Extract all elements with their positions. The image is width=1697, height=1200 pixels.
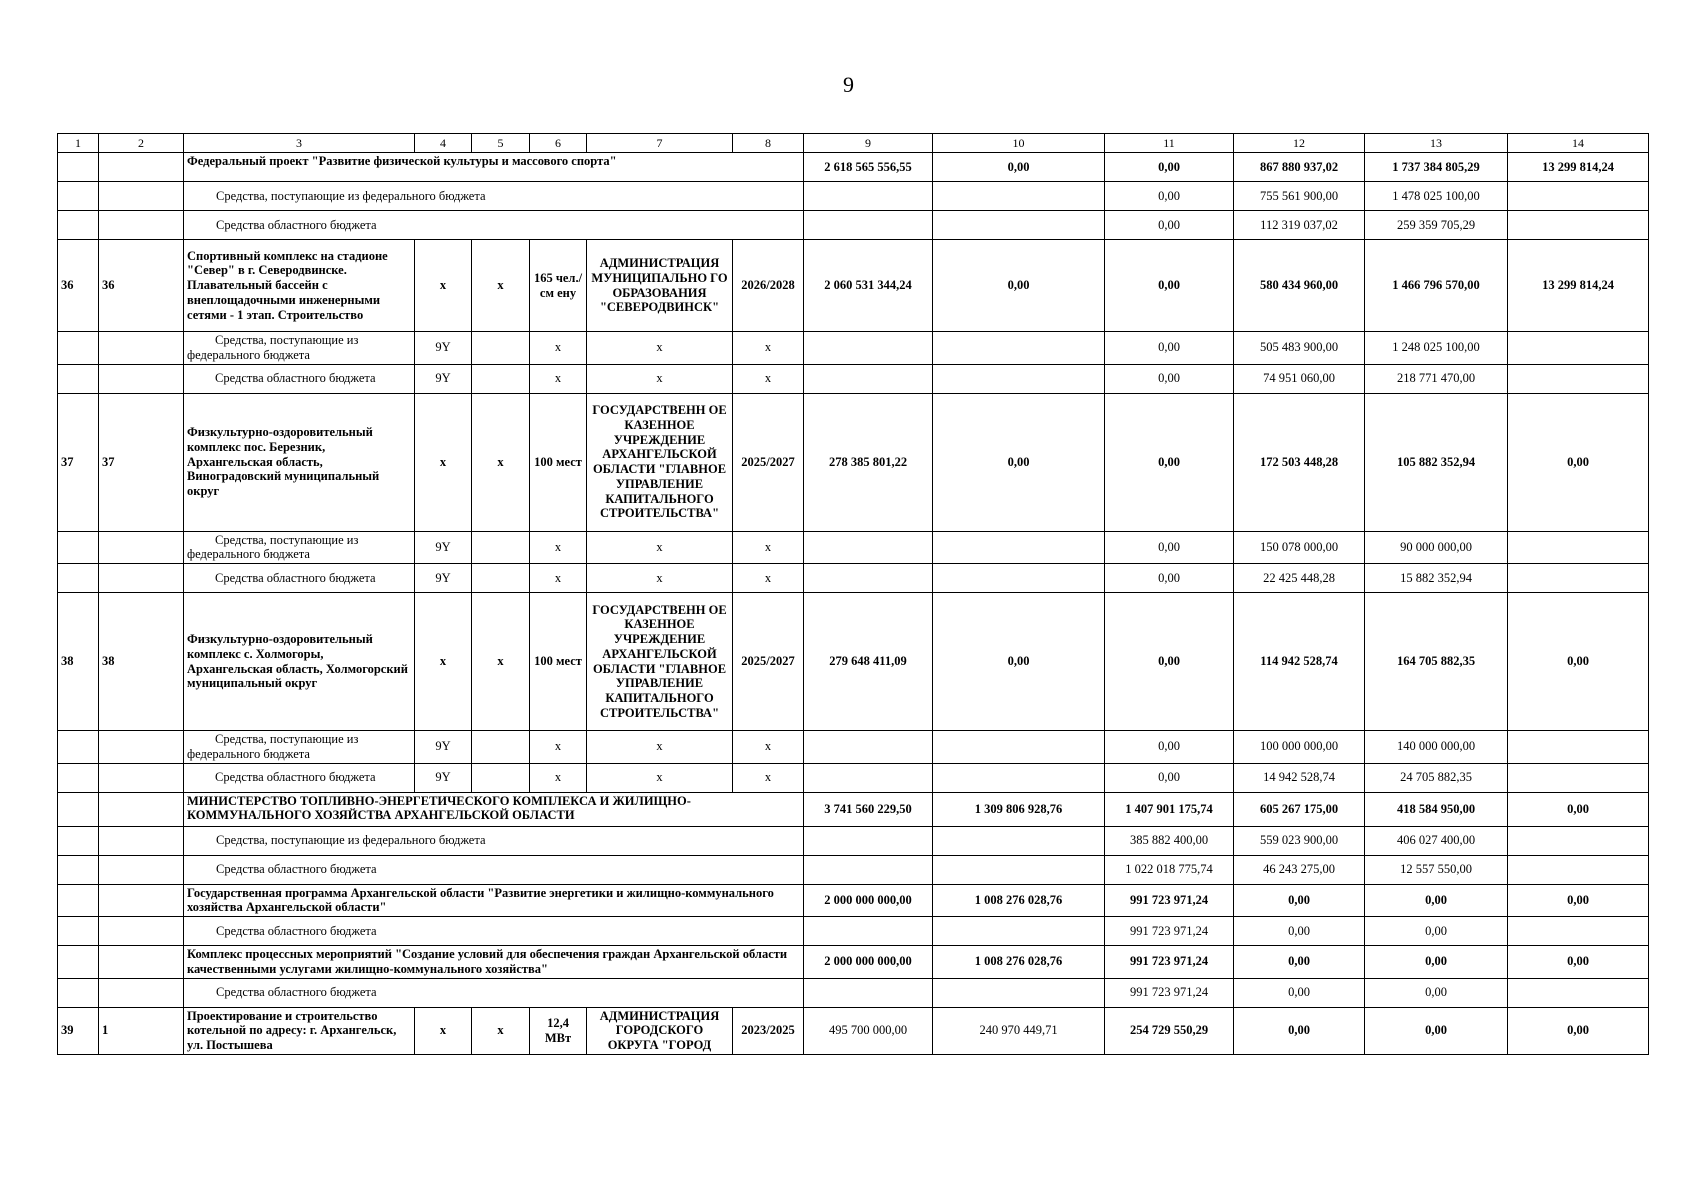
cell-c9: 2 000 000 000,00 — [804, 946, 933, 979]
cell-title: Средства областного бюджета — [184, 564, 415, 593]
header-cell-10: 10 — [933, 134, 1105, 153]
cell-c4: x — [415, 593, 472, 731]
cell-c14: 13 299 814,24 — [1508, 240, 1649, 332]
cell-n1 — [58, 182, 99, 211]
cell-c11: 991 723 971,24 — [1105, 917, 1234, 946]
cell-c12: 0,00 — [1234, 978, 1365, 1007]
cell-c11: 991 723 971,24 — [1105, 978, 1234, 1007]
cell-c12: 755 561 900,00 — [1234, 182, 1365, 211]
cell-c9: 2 060 531 344,24 — [804, 240, 933, 332]
cell-c6: 165 чел./см ену — [530, 240, 587, 332]
cell-c13: 0,00 — [1365, 917, 1508, 946]
cell-c8: x — [733, 564, 804, 593]
cell-c12: 580 434 960,00 — [1234, 240, 1365, 332]
cell-c7: x — [587, 531, 733, 564]
header-cell-5: 5 — [472, 134, 530, 153]
cell-c11: 991 723 971,24 — [1105, 884, 1234, 917]
cell-n2 — [99, 884, 184, 917]
cell-c12: 0,00 — [1234, 1007, 1365, 1054]
cell-c13: 0,00 — [1365, 884, 1508, 917]
cell-n2 — [99, 763, 184, 792]
cell-n2 — [99, 211, 184, 240]
cell-n2 — [99, 946, 184, 979]
cell-c9 — [804, 731, 933, 764]
cell-n2: 38 — [99, 593, 184, 731]
cell-c5: x — [472, 1007, 530, 1054]
cell-c12: 150 078 000,00 — [1234, 531, 1365, 564]
cell-c13: 12 557 550,00 — [1365, 855, 1508, 884]
cell-c10: 1 008 276 028,76 — [933, 884, 1105, 917]
cell-c12: 0,00 — [1234, 884, 1365, 917]
cell-c7: x — [587, 332, 733, 365]
cell-c6: x — [530, 763, 587, 792]
cell-c5: x — [472, 393, 530, 531]
table-row — [58, 364, 1649, 393]
cell-c11: 991 723 971,24 — [1105, 946, 1234, 979]
cell-c12: 605 267 175,00 — [1234, 792, 1365, 826]
header-cell-4: 4 — [415, 134, 472, 153]
header-cell-1: 1 — [58, 134, 99, 153]
table-body — [58, 134, 1649, 1055]
cell-c8: x — [733, 731, 804, 764]
cell-c12: 172 503 448,28 — [1234, 393, 1365, 531]
cell-n1 — [58, 978, 99, 1007]
cell-title: Средства, поступающие из федерального бюджета — [184, 531, 415, 564]
cell-c9 — [804, 917, 933, 946]
cell-n1 — [58, 364, 99, 393]
cell-c10: 0,00 — [933, 153, 1105, 182]
cell-c7: x — [587, 731, 733, 764]
cell-c10: 1 008 276 028,76 — [933, 946, 1105, 979]
cell-c10 — [933, 855, 1105, 884]
cell-n1 — [58, 531, 99, 564]
cell-n2: 1 — [99, 1007, 184, 1054]
cell-c11: 0,00 — [1105, 731, 1234, 764]
cell-c14 — [1508, 531, 1649, 564]
table-row — [58, 792, 1649, 826]
cell-c10: 1 309 806 928,76 — [933, 792, 1105, 826]
cell-n2 — [99, 564, 184, 593]
cell-title: МИНИСТЕРСТВО ТОПЛИВНО-ЭНЕРГЕТИЧЕСКОГО КОМПЛЕКСА И ЖИЛИЩНО-КОММУНАЛЬНОГО ХОЗЯЙСТВА АРХАНГЕЛЬСКОЙ ОБЛАСТИ — [184, 792, 804, 826]
cell-c6: x — [530, 731, 587, 764]
cell-c10 — [933, 332, 1105, 365]
cell-c14 — [1508, 564, 1649, 593]
cell-c10 — [933, 182, 1105, 211]
table-row — [58, 731, 1649, 764]
cell-c10 — [933, 826, 1105, 855]
cell-c9 — [804, 182, 933, 211]
cell-n2 — [99, 826, 184, 855]
header-cell-8: 8 — [733, 134, 804, 153]
cell-c5 — [472, 763, 530, 792]
header-cell-9: 9 — [804, 134, 933, 153]
cell-n1 — [58, 211, 99, 240]
cell-title: Средства, поступающие из федерального бюджета — [184, 826, 804, 855]
cell-title: Физкультурно-оздоровительный комплекс с. Холмогоры, Архангельская область, Холмогорский муниципальный округ — [184, 593, 415, 731]
cell-c8: x — [733, 364, 804, 393]
cell-c12: 559 023 900,00 — [1234, 826, 1365, 855]
cell-n2 — [99, 917, 184, 946]
cell-c10: 0,00 — [933, 240, 1105, 332]
cell-c14 — [1508, 182, 1649, 211]
cell-c14: 13 299 814,24 — [1508, 153, 1649, 182]
cell-title: Комплекс процессных мероприятий "Создание условий для обеспечения граждан Архангельской области качественными услугами жилищно-коммунального хозяйства" — [184, 946, 804, 979]
table-row — [58, 153, 1649, 182]
table-row — [58, 531, 1649, 564]
cell-n2: 36 — [99, 240, 184, 332]
cell-c6: 12,4 МВт — [530, 1007, 587, 1054]
cell-c6: x — [530, 364, 587, 393]
cell-c10 — [933, 917, 1105, 946]
cell-title: Физкультурно-оздоровительный комплекс пос. Березник, Архангельская область, Виноградовский муниципальный округ — [184, 393, 415, 531]
cell-c9 — [804, 211, 933, 240]
cell-c5 — [472, 364, 530, 393]
cell-c14 — [1508, 731, 1649, 764]
table-row — [58, 564, 1649, 593]
header-cell-13: 13 — [1365, 134, 1508, 153]
cell-c13: 418 584 950,00 — [1365, 792, 1508, 826]
cell-c14 — [1508, 211, 1649, 240]
cell-n2 — [99, 332, 184, 365]
cell-n1 — [58, 153, 99, 182]
cell-c4: x — [415, 393, 472, 531]
cell-c5 — [472, 332, 530, 365]
cell-c10 — [933, 978, 1105, 1007]
header-cell-14: 14 — [1508, 134, 1649, 153]
cell-c9 — [804, 763, 933, 792]
cell-c4: 9Y — [415, 364, 472, 393]
cell-c11: 0,00 — [1105, 593, 1234, 731]
cell-c11: 385 882 400,00 — [1105, 826, 1234, 855]
page-number: 9 — [843, 72, 854, 97]
cell-n2 — [99, 364, 184, 393]
cell-c12: 14 942 528,74 — [1234, 763, 1365, 792]
cell-n1 — [58, 332, 99, 365]
cell-c9: 3 741 560 229,50 — [804, 792, 933, 826]
cell-n1 — [58, 917, 99, 946]
cell-c6: 100 мест — [530, 393, 587, 531]
header-cell-11: 11 — [1105, 134, 1234, 153]
cell-c6: x — [530, 332, 587, 365]
cell-c14 — [1508, 917, 1649, 946]
cell-c10 — [933, 211, 1105, 240]
cell-title: Средства областного бюджета — [184, 364, 415, 393]
cell-n2 — [99, 792, 184, 826]
cell-c10: 0,00 — [933, 393, 1105, 531]
cell-c9: 279 648 411,09 — [804, 593, 933, 731]
cell-c10 — [933, 564, 1105, 593]
cell-c8: 2025/2027 — [733, 393, 804, 531]
cell-c13: 1 248 025 100,00 — [1365, 332, 1508, 365]
cell-title: Проектирование и строительство котельной по адресу: г. Архангельск, ул. Постышева — [184, 1007, 415, 1054]
cell-c11: 0,00 — [1105, 153, 1234, 182]
cell-c13: 259 359 705,29 — [1365, 211, 1508, 240]
cell-c11: 0,00 — [1105, 763, 1234, 792]
cell-c9 — [804, 978, 933, 1007]
cell-c13: 1 737 384 805,29 — [1365, 153, 1508, 182]
cell-c10 — [933, 364, 1105, 393]
cell-title: Средства областного бюджета — [184, 855, 804, 884]
cell-c12: 74 951 060,00 — [1234, 364, 1365, 393]
cell-n2 — [99, 531, 184, 564]
cell-c7: x — [587, 364, 733, 393]
cell-c11: 0,00 — [1105, 531, 1234, 564]
cell-c13: 24 705 882,35 — [1365, 763, 1508, 792]
cell-c8: 2023/2025 — [733, 1007, 804, 1054]
cell-c9 — [804, 855, 933, 884]
cell-c7: x — [587, 564, 733, 593]
cell-c6: x — [530, 531, 587, 564]
cell-c4: x — [415, 240, 472, 332]
cell-c13: 1 478 025 100,00 — [1365, 182, 1508, 211]
cell-c11: 0,00 — [1105, 364, 1234, 393]
cell-c14 — [1508, 332, 1649, 365]
cell-c14 — [1508, 855, 1649, 884]
cell-n1: 36 — [58, 240, 99, 332]
cell-c13: 0,00 — [1365, 946, 1508, 979]
cell-c6: 100 мест — [530, 593, 587, 731]
cell-c12: 46 243 275,00 — [1234, 855, 1365, 884]
cell-c11: 0,00 — [1105, 564, 1234, 593]
cell-c4: 9Y — [415, 564, 472, 593]
cell-c14: 0,00 — [1508, 1007, 1649, 1054]
table-row — [58, 763, 1649, 792]
cell-c13: 1 466 796 570,00 — [1365, 240, 1508, 332]
cell-title: Средства областного бюджета — [184, 763, 415, 792]
cell-c7: x — [587, 763, 733, 792]
cell-title: Средства, поступающие из федерального бюджета — [184, 182, 804, 211]
cell-c13: 406 027 400,00 — [1365, 826, 1508, 855]
cell-title: Средства областного бюджета — [184, 917, 804, 946]
cell-c13: 15 882 352,94 — [1365, 564, 1508, 593]
header-cell-3: 3 — [184, 134, 415, 153]
cell-c12: 505 483 900,00 — [1234, 332, 1365, 365]
table-row — [58, 978, 1649, 1007]
cell-n2 — [99, 978, 184, 1007]
table-row — [58, 884, 1649, 917]
cell-c10 — [933, 531, 1105, 564]
cell-title: Средства областного бюджета — [184, 978, 804, 1007]
cell-c14: 0,00 — [1508, 946, 1649, 979]
cell-c14: 0,00 — [1508, 393, 1649, 531]
table-row — [58, 917, 1649, 946]
cell-c12: 114 942 528,74 — [1234, 593, 1365, 731]
cell-title: Средства, поступающие из федерального бюджета — [184, 332, 415, 365]
cell-c9: 2 618 565 556,55 — [804, 153, 933, 182]
cell-c13: 90 000 000,00 — [1365, 531, 1508, 564]
cell-c8: 2025/2027 — [733, 593, 804, 731]
cell-c14: 0,00 — [1508, 884, 1649, 917]
cell-n1 — [58, 855, 99, 884]
cell-c9: 278 385 801,22 — [804, 393, 933, 531]
cell-c5 — [472, 531, 530, 564]
cell-n2: 37 — [99, 393, 184, 531]
header-cell-7: 7 — [587, 134, 733, 153]
cell-c13: 218 771 470,00 — [1365, 364, 1508, 393]
table-row — [58, 1007, 1649, 1054]
cell-c12: 867 880 937,02 — [1234, 153, 1365, 182]
cell-c11: 1 407 901 175,74 — [1105, 792, 1234, 826]
table-row — [58, 593, 1649, 731]
cell-c13: 105 882 352,94 — [1365, 393, 1508, 531]
cell-n1 — [58, 826, 99, 855]
cell-c12: 112 319 037,02 — [1234, 211, 1365, 240]
cell-n1 — [58, 884, 99, 917]
cell-c14 — [1508, 763, 1649, 792]
cell-n1 — [58, 731, 99, 764]
cell-n1: 38 — [58, 593, 99, 731]
cell-n1: 37 — [58, 393, 99, 531]
cell-c14 — [1508, 826, 1649, 855]
cell-c8: x — [733, 531, 804, 564]
cell-n1 — [58, 946, 99, 979]
cell-n2 — [99, 855, 184, 884]
table-row — [58, 182, 1649, 211]
table-row — [58, 826, 1649, 855]
cell-c5: x — [472, 593, 530, 731]
cell-c8: x — [733, 763, 804, 792]
cell-c9 — [804, 332, 933, 365]
table-row — [58, 332, 1649, 365]
header-cell-6: 6 — [530, 134, 587, 153]
cell-c9 — [804, 826, 933, 855]
table-row — [58, 855, 1649, 884]
cell-c10 — [933, 731, 1105, 764]
cell-n1 — [58, 564, 99, 593]
cell-c11: 0,00 — [1105, 240, 1234, 332]
cell-c9: 2 000 000 000,00 — [804, 884, 933, 917]
table-row — [58, 240, 1649, 332]
cell-title: Федеральный проект "Развитие физической культуры и массового спорта" — [184, 153, 804, 182]
cell-c12: 22 425 448,28 — [1234, 564, 1365, 593]
cell-c14 — [1508, 364, 1649, 393]
cell-n1 — [58, 792, 99, 826]
cell-c12: 0,00 — [1234, 946, 1365, 979]
cell-c6: x — [530, 564, 587, 593]
cell-n1: 39 — [58, 1007, 99, 1054]
cell-c7: АДМИНИСТРАЦИЯ МУНИЦИПАЛЬНО ГО ОБРАЗОВАНИЯ "СЕВЕРОДВИНСК" — [587, 240, 733, 332]
cell-title: Государственная программа Архангельской области "Развитие энергетики и жилищно-коммунального хозяйства Архангельской области" — [184, 884, 804, 917]
cell-c11: 0,00 — [1105, 182, 1234, 211]
cell-c7: АДМИНИСТРАЦИЯ ГОРОДСКОГО ОКРУГА "ГОРОД — [587, 1007, 733, 1054]
cell-c4: 9Y — [415, 763, 472, 792]
cell-c12: 100 000 000,00 — [1234, 731, 1365, 764]
cell-c4: 9Y — [415, 332, 472, 365]
cell-n2 — [99, 731, 184, 764]
cell-c9 — [804, 531, 933, 564]
cell-c9 — [804, 564, 933, 593]
cell-c13: 0,00 — [1365, 1007, 1508, 1054]
cell-c5 — [472, 564, 530, 593]
cell-c8: 2026/2028 — [733, 240, 804, 332]
cell-c11: 254 729 550,29 — [1105, 1007, 1234, 1054]
cell-n2 — [99, 153, 184, 182]
cell-c13: 0,00 — [1365, 978, 1508, 1007]
cell-title: Средства областного бюджета — [184, 211, 804, 240]
cell-c13: 164 705 882,35 — [1365, 593, 1508, 731]
cell-title: Средства, поступающие из федерального бюджета — [184, 731, 415, 764]
cell-c14: 0,00 — [1508, 792, 1649, 826]
header-cell-2: 2 — [99, 134, 184, 153]
cell-c11: 0,00 — [1105, 332, 1234, 365]
table-row — [58, 211, 1649, 240]
cell-c4: x — [415, 1007, 472, 1054]
cell-c4: 9Y — [415, 731, 472, 764]
header-cell-12: 12 — [1234, 134, 1365, 153]
cell-c7: ГОСУДАРСТВЕНН ОЕ КАЗЕННОЕ УЧРЕЖДЕНИЕ АРХАНГЕЛЬСКОЙ ОБЛАСТИ "ГЛАВНОЕ УПРАВЛЕНИЕ КАПИТАЛЬНОГО СТРОИТЕЛЬСТВА" — [587, 593, 733, 731]
cell-n2 — [99, 182, 184, 211]
cell-c10: 0,00 — [933, 593, 1105, 731]
cell-c14: 0,00 — [1508, 593, 1649, 731]
budget-table — [57, 133, 1649, 1055]
cell-c4: 9Y — [415, 531, 472, 564]
cell-c8: x — [733, 332, 804, 365]
cell-n1 — [58, 763, 99, 792]
cell-c7: ГОСУДАРСТВЕНН ОЕ КАЗЕННОЕ УЧРЕЖДЕНИЕ АРХАНГЕЛЬСКОЙ ОБЛАСТИ "ГЛАВНОЕ УПРАВЛЕНИЕ КАПИТАЛЬНОГО СТРОИТЕЛЬСТВА" — [587, 393, 733, 531]
header-row — [58, 134, 1649, 153]
cell-c11: 0,00 — [1105, 393, 1234, 531]
cell-c5: x — [472, 240, 530, 332]
cell-c10: 240 970 449,71 — [933, 1007, 1105, 1054]
cell-c12: 0,00 — [1234, 917, 1365, 946]
table-row — [58, 393, 1649, 531]
cell-c9 — [804, 364, 933, 393]
cell-title: Спортивный комплекс на стадионе "Север" в г. Северодвинске. Плавательный бассейн с внеплощадочными инженерными сетями - 1 этап. Строительство — [184, 240, 415, 332]
cell-c9: 495 700 000,00 — [804, 1007, 933, 1054]
cell-c13: 140 000 000,00 — [1365, 731, 1508, 764]
cell-c11: 1 022 018 775,74 — [1105, 855, 1234, 884]
cell-c14 — [1508, 978, 1649, 1007]
table-row — [58, 946, 1649, 979]
cell-c11: 0,00 — [1105, 211, 1234, 240]
cell-c5 — [472, 731, 530, 764]
cell-c10 — [933, 763, 1105, 792]
